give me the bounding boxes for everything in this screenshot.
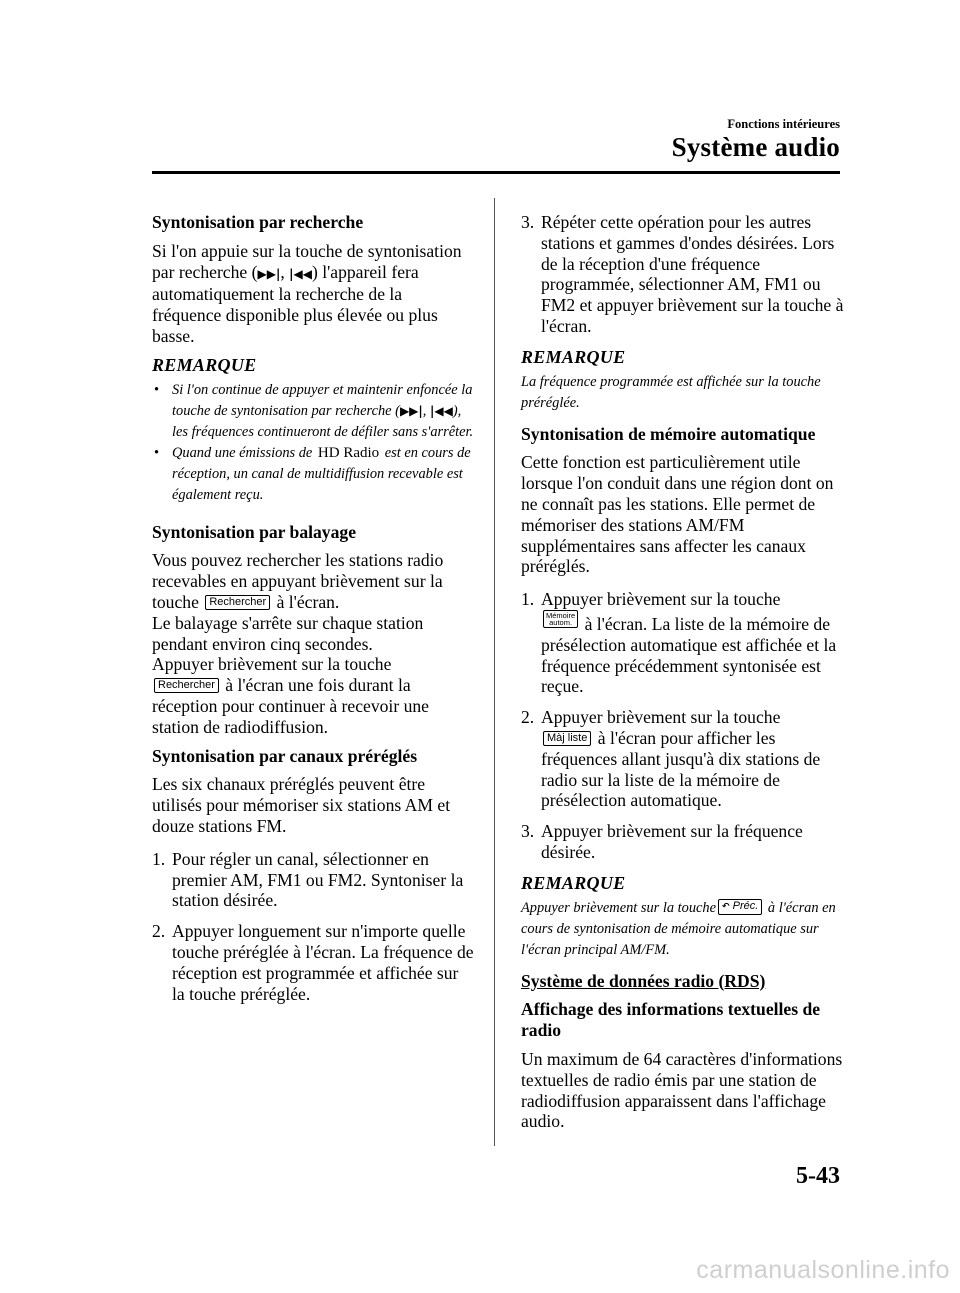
step-text: Répéter cette opération pour les autres stations et gammes d'ondes désirées. Lors de la réception d'une fréquence programmée, sélectionner AM, FM1 ou FM2 et appuyer brièvement sur la touche à l'écran. — [541, 212, 844, 336]
step-text: à l'écran pour afficher les fréquences allant jusqu'à dix stations de radio sur la liste de la mémoire de présélection automatique. — [541, 727, 821, 811]
note-bullet — [152, 380, 474, 443]
paragraph-preset: Les six chanaux préréglés peuvent être utilisés pour mémoriser six stations AM et douze stations FM. — [152, 774, 451, 836]
text: ), les fréquences continueront de défiler sans s'arrêter. — [172, 402, 474, 440]
heading-preset-tuning: Syntonisation par canaux préréglés — [152, 745, 418, 766]
header-rule — [152, 171, 840, 174]
back-arrow-icon: ↶ — [722, 901, 730, 912]
note-title: REMARQUE — [521, 872, 626, 893]
note-title: REMARQUE — [521, 346, 626, 367]
step-number: 1. — [521, 589, 535, 610]
rechercher-button: Rechercher — [154, 678, 219, 693]
maj-liste-button: Màj liste — [543, 731, 591, 746]
rechercher-button: Rechercher — [205, 595, 270, 610]
step-item — [521, 212, 844, 337]
heading-seek-tuning: Syntonisation par recherche — [152, 212, 364, 232]
text: , — [422, 402, 430, 419]
page-number: 5-43 — [796, 1163, 840, 1189]
step-number: 3. — [521, 212, 535, 232]
text: Appuyer brièvement sur la touche — [152, 654, 392, 675]
step-text: Appuyer brièvement sur la touche — [541, 589, 781, 610]
column-divider — [494, 198, 495, 1146]
text: à l'écran. — [272, 591, 340, 612]
text: à l'écran une fois durant la réception pour continuer à recevoir une station de radiodiffusion. — [152, 675, 429, 737]
note-text: La fréquence programmée est affichée sur la touche préréglée. — [521, 373, 821, 411]
paragraph-radio-text: Un maximum de 64 caractères d'informations textuelles de radio émis par une station de radiodiffusion apparaissent dans l'affichage audio. — [521, 1048, 843, 1132]
bullet-icon: • — [154, 381, 160, 398]
button-label: Préc. — [732, 899, 759, 912]
step-number: 2. — [521, 707, 535, 728]
text: Si l'on appuie sur la touche de syntonisation par recherche ( — [152, 240, 462, 282]
step-item — [152, 921, 474, 1004]
step-text: Appuyer brièvement sur la touche — [541, 707, 781, 728]
watermark: carmanualsonline.info — [696, 1256, 950, 1284]
text: Si l'on continue de appuyer et maintenir enfoncée la touche de syntonisation par recherche ( — [172, 381, 473, 419]
step-text: Appuyer brièvement sur la fréquence désirée. — [541, 821, 803, 862]
step-item — [521, 821, 844, 863]
heading-scan-tuning: Syntonisation par balayage — [152, 521, 357, 542]
step-item — [521, 589, 844, 697]
hd-radio-logo: HD Radio — [317, 444, 380, 461]
paragraph-auto-memory: Cette fonction est particulièrement utile lorsque l'on conduit dans une région dont on ne connaît pas les stations. Elle permet de mémoriser des stations AM/FM supplémentaires sans affecter les canaux préréglés. — [521, 452, 834, 577]
note-title: REMARQUE — [152, 354, 257, 375]
heading-auto-memory: Syntonisation de mémoire automatique — [521, 423, 816, 444]
text: , — [280, 261, 290, 282]
step-number: 2. — [152, 921, 166, 942]
heading-rds: Système de données radio (RDS) — [521, 970, 766, 991]
heading-radio-text: Affichage des informations textuelles de radio — [521, 999, 821, 1041]
text: Le balayage s'arrête sur chaque station pendant environ cinq secondes. — [152, 612, 424, 654]
paragraph-seek — [152, 241, 474, 347]
button-label: autom. — [549, 617, 573, 627]
step-item — [521, 707, 844, 811]
prec-button — [718, 899, 762, 915]
text: Vous pouvez rechercher les stations radio recevables en appuyant brièvement sur la touche — [152, 550, 444, 612]
section-label: Fonctions intérieures — [727, 117, 840, 131]
note-text — [521, 898, 844, 961]
note-bullet — [152, 443, 474, 506]
step-number: 1. — [152, 848, 166, 869]
step-text: Appuyer longuement sur n'importe quelle touche préréglée à l'écran. La fréquence de réception est programmée et affichée sur la touche préréglée. — [172, 921, 474, 1004]
memoire-autom-button — [543, 610, 578, 628]
paragraph-scan — [152, 550, 474, 737]
text: ) l'appareil fera automatiquement la recherche de la fréquence disponible plus élevée ou plus basse. — [152, 261, 438, 346]
step-text: à l'écran. La liste de la mémoire de présélection automatique est affichée et la fréquence précédemment syntonisée est reçue. — [541, 613, 837, 697]
text: à l'écran en cours de syntonisation de mémoire automatique sur l'écran principal AM/FM. — [521, 899, 836, 958]
page-title: Système audio — [671, 132, 840, 162]
step-text: Pour régler un canal, sélectionner en premier AM, FM1 ou FM2. Syntoniser la station désirée. — [172, 848, 464, 911]
bullet-icon: • — [154, 444, 160, 461]
text: Quand une émissions de — [172, 444, 316, 461]
left-column — [152, 212, 474, 1014]
right-column — [521, 212, 844, 1140]
text: est en cours de réception, un canal de multidiffusion recevable est également reçu. — [172, 444, 471, 503]
text: Appuyer brièvement sur la touche — [521, 899, 717, 916]
button-label: Mémoire — [546, 610, 576, 620]
seek-back-icon: |◀◀ — [289, 266, 312, 281]
step-item — [152, 849, 474, 911]
step-number: 3. — [521, 821, 535, 842]
seek-back-icon: |◀◀ — [429, 403, 453, 418]
seek-forward-icon: ▶▶| — [399, 403, 423, 418]
seek-forward-icon: ▶▶| — [257, 266, 281, 281]
